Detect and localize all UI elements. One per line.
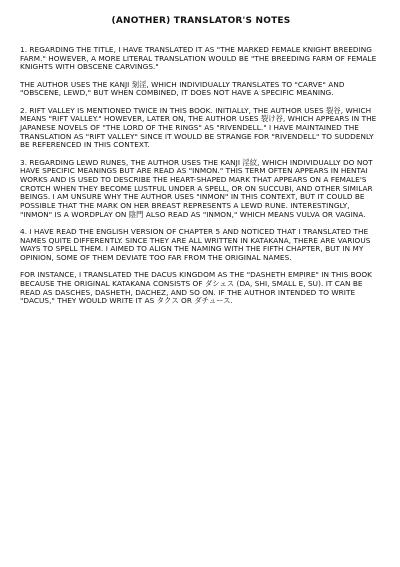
note-paragraph-1: 1. REGARDING THE TITLE, I HAVE TRANSLATED IT AS "THE MARKED FEMALE KNIGHT BREEDING FARM." HOWEVER, A MORE LITERAL TRANSLATION WOULD BE "THE BREEDING FARM OF FEMALE KNIGHTS WITH OBSCENE CARVINGS." [20, 45, 377, 72]
note-paragraph-2: 2. RIFT VALLEY IS MENTIONED TWICE IN THIS BOOK. INITIALLY, THE AUTHOR USES 裂谷, WHICH MEANS "RIFT VALLEY." HOWEVER, LATER ON, THE AUTHOR USES 裂け谷, WHICH APPEARS IN THE JAPANESE NOVELS OF "THE LORD OF THE RINGS" AS "RIVENDELL." I HAVE MAINTAINED THE TRANSLATION AS "RIFT VALLEY" SINCE IT WOULD BE STRANGE FOR "RIVENDELL" TO SUDDENLY BE REFERENCED IN THIS CONTEXT. [20, 105, 377, 150]
note-paragraph-3: 3. REGARDING LEWD RUNES, THE AUTHOR USES THE KANJI 淫紋, WHICH INDIVIDUALLY DO NOT HAVE SPECIFIC MEANINGS BUT ARE READ AS "INMON." THIS TERM OFTEN APPEARS IN HENTAI WORKS AND IS USED TO DESCRIBE THE HEART-SHAPED MARK THAT APPEARS ON A FEMALE'S CROTCH WHEN THEY BECOME LUSTFUL UNDER A SPELL, OR ON SUCCUBI, AND OTHER SIMILAR BEINGS. I AM UNSURE WHY THE AUTHOR USES "INMON" IN THIS CONTEXT, BUT IT COULD BE POSSIBLE THAT THE MARK ON HER BREAST REPRESENTS A LEWD RUNE. INTERESTINGLY, "INMON" IS A WORDPLAY ON 陰門 ALSO READ AS "INMON," WHICH MEANS VULVA OR VAGINA. [20, 157, 373, 219]
note-paragraph-1-detail: THE AUTHOR USES THE KANJI 刻淫, WHICH INDIVIDUALLY TRANSLATES TO "CARVE" AND "OBSCENE, LEWD," BUT WHEN COMBINED, IT DOES NOT HAVE A SPECIFIC MEANING. [20, 79, 345, 98]
note-paragraph-4-detail: FOR INSTANCE, I TRANSLATED THE DACUS KINGDOM AS THE "DASHETH EMPIRE" IN THIS BOOK BECAUSE THE ORIGINAL KATAKANA CONSISTS OF ダシェス (DA, SHI, SMALL E, SU). IT CAN BE READ AS DASCHES, DASHETH, DACHEZ, AND SO ON. IF THE AUTHOR INTENDED TO WRITE "DACUS," THEY WOULD WRITE IT AS タクス OR ダチュース. [20, 270, 372, 306]
page-title: (ANOTHER) TRANSLATOR'S NOTES [111, 16, 291, 26]
note-paragraph-4: 4. I HAVE READ THE ENGLISH VERSION OF CHAPTER 5 AND NOTICED THAT I TRANSLATED THE NAMES QUITE DIFFERENTLY. SINCE THEY ARE ALL WRITTEN IN KATAKANA, THERE ARE VARIOUS WAYS TO SPELL THEM. I AIMED TO ALIGN THE NAMING WITH THE FIFTH CHAPTER, BUT IN MY OPINION, SOME OF THEM DEVIATE TOO FAR FROM THE ORIGINAL NAMES. [20, 226, 371, 263]
